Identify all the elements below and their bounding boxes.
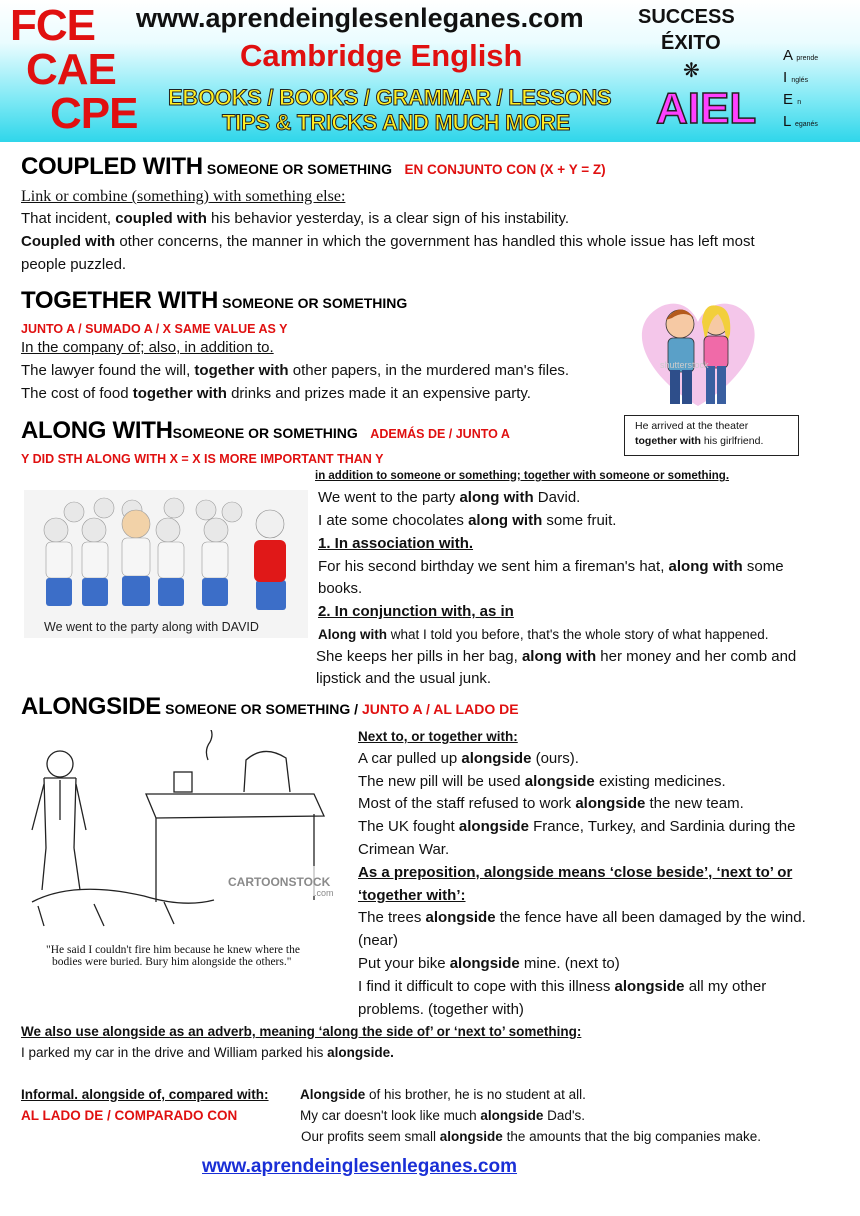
- alongside-example-4-cont: Crimean War.: [358, 841, 450, 858]
- informal-translation: AL LADO DE / COMPARADO CON: [21, 1108, 238, 1123]
- together-example-1: The lawyer found the will, together with other papers, in the murdered man's files.: [21, 362, 570, 379]
- header-tagline-1: EBOOKS / BOOKS / GRAMMAR / LESSONS: [168, 85, 612, 110]
- alongside-sub: SOMEONE OR SOMETHING /: [165, 701, 362, 717]
- along-sense-2: 2. In conjunction with, as in: [318, 603, 514, 620]
- along-sub: SOMEONE OR SOMETHING: [172, 425, 358, 441]
- together-sub: SOMEONE OR SOMETHING: [222, 295, 408, 311]
- informal-example-2: My car doesn't look like much alongside Dad's.: [300, 1108, 586, 1123]
- acronym-line: I nglés: [783, 69, 809, 86]
- informal-label: Informal. alongside of, compared with:: [21, 1087, 269, 1102]
- coupled-sub: SOMEONE OR SOMETHING: [206, 161, 393, 177]
- alongside-example-5: The trees alongside the fence have all been damaged by the wind.: [358, 909, 806, 926]
- header-url[interactable]: www.aprendeinglesenleganes.com: [136, 3, 584, 33]
- party-illustration: [24, 490, 308, 638]
- couple-illustration: [632, 294, 764, 412]
- snowflake-icon: ❋: [683, 60, 700, 82]
- alongside-example-7-cont: problems. (together with): [358, 1001, 524, 1018]
- coupled-translation: EN CONJUNTO CON (X + Y = Z): [404, 162, 606, 177]
- alongside-title: ALONGSIDE: [21, 693, 161, 720]
- along-example-2: I ate some chocolates along with some fruit.: [318, 512, 617, 529]
- header-brand: Cambridge English: [240, 38, 523, 73]
- coupled-title: COUPLED WITH: [21, 153, 203, 180]
- exam-fce: FCE: [10, 1, 95, 50]
- cartoon-image: [14, 730, 346, 940]
- cartoon-watermark: CARTOONSTOCK: [228, 875, 331, 889]
- together-definition: In the company of; also, in addition to.: [21, 339, 274, 356]
- footer-link[interactable]: www.aprendeinglesenleganes.com: [202, 1156, 518, 1177]
- cartoon-caption-2: bodies were buried. Bury him alongside the others.": [52, 956, 292, 968]
- exam-cpe: CPE: [50, 89, 138, 138]
- acronym-line: A prende: [783, 47, 819, 64]
- along-example-3: For his second birthday we sent him a fireman's hat, along with some: [318, 558, 784, 575]
- together-heading: [21, 288, 407, 317]
- alongside-heading: [21, 694, 519, 723]
- header-banner: [0, 0, 860, 142]
- along-rule: Y DID STH ALONG WITH X = X IS MORE IMPORTANT THAN Y: [21, 452, 384, 466]
- informal-example-3: Our profits seem small alongside the amounts that the big companies make.: [301, 1129, 761, 1144]
- cartoon-watermark-2: .com: [314, 888, 334, 898]
- crowd-image: [24, 490, 308, 620]
- office-cartoon: [14, 730, 346, 972]
- alongside-preposition-2: ‘together with’:: [358, 887, 466, 904]
- alongside-translation: JUNTO A / AL LADO DE: [361, 701, 519, 717]
- together-caption: [624, 415, 799, 456]
- alongside-example-8: I parked my car in the drive and William parked his alongside.: [21, 1045, 394, 1060]
- informal-example-1: Alongside of his brother, he is no student at all.: [300, 1087, 586, 1102]
- alongside-example-5-cont: (near): [358, 932, 399, 949]
- watermark-text: shutterstock: [660, 360, 709, 370]
- along-definition: in addition to someone or something; together with someone or something.: [315, 470, 730, 482]
- coupled-example-2: Coupled with other concerns, the manner in which the government has handled this whole issue has left most: [21, 233, 755, 250]
- coupled-example-1: That incident, coupled with his behavior yesterday, is a clear sign of his instability.: [21, 210, 569, 227]
- coupled-definition: Link or combine (something) with something else:: [21, 188, 346, 205]
- along-sense-1: 1. In association with.: [318, 535, 474, 552]
- along-example-5-cont: lipstick and the usual junk.: [316, 670, 492, 687]
- exam-cae: CAE: [26, 45, 116, 94]
- couple-image: [632, 294, 764, 412]
- header-success: SUCCESS: [638, 6, 735, 28]
- alongside-example-6: Put your bike alongside mine. (next to): [358, 955, 620, 972]
- party-caption: We went to the party along with DAVID: [44, 620, 259, 634]
- caption-line: He arrived at the theater: [635, 420, 749, 432]
- alongside-preposition-1: As a preposition, alongside means ‘close beside’, ‘next to’ or: [358, 864, 793, 881]
- alongside-definition: Next to, or together with:: [358, 729, 518, 744]
- alongside-adverb-note: We also use alongside as an adverb, meaning ‘along the side of’ or ‘next to’ something:: [21, 1024, 582, 1039]
- along-heading: [21, 418, 510, 447]
- alongside-example-3: Most of the staff refused to work alongside the new team.: [358, 795, 744, 812]
- caption-line: together with his girlfriend.: [635, 435, 764, 447]
- together-title: TOGETHER WITH: [21, 287, 218, 314]
- alongside-example-7: I find it difficult to cope with this illness alongside all my other: [358, 978, 767, 995]
- alongside-example-4: The UK fought alongside France, Turkey, and Sardinia during the: [358, 818, 796, 835]
- coupled-heading: [21, 154, 606, 183]
- cartoon-caption-1: "He said I couldn't fire him because he knew where the: [46, 944, 300, 956]
- along-translation: ADEMÁS DE / JUNTO A: [370, 427, 510, 441]
- header-exito: ÉXITO: [661, 32, 721, 54]
- aiel-logo: AIEL: [656, 84, 757, 133]
- along-example-5: She keeps her pills in her bag, along with her money and her comb and: [316, 648, 797, 665]
- alongside-example-1: A car pulled up alongside (ours).: [358, 750, 579, 767]
- coupled-example-2-cont: people puzzled.: [21, 256, 127, 273]
- acronym-line: L eganés: [783, 113, 818, 130]
- acronym-line: E n: [783, 91, 802, 108]
- alongside-example-2: The new pill will be used alongside existing medicines.: [358, 773, 726, 790]
- along-title: ALONG WITH: [21, 417, 173, 444]
- along-example-3-cont: books.: [318, 580, 363, 597]
- header-tagline-2: TIPS & TRICKS AND MUCH MORE: [222, 110, 570, 135]
- together-translation: JUNTO A / SUMADO A / X SAME VALUE AS Y: [21, 322, 288, 336]
- along-example-1: We went to the party along with David.: [318, 489, 581, 506]
- together-example-2: The cost of food together with drinks and prizes made it an expensive party.: [21, 385, 531, 402]
- along-example-4: Along with what I told you before, that's the whole story of what happened.: [318, 627, 769, 642]
